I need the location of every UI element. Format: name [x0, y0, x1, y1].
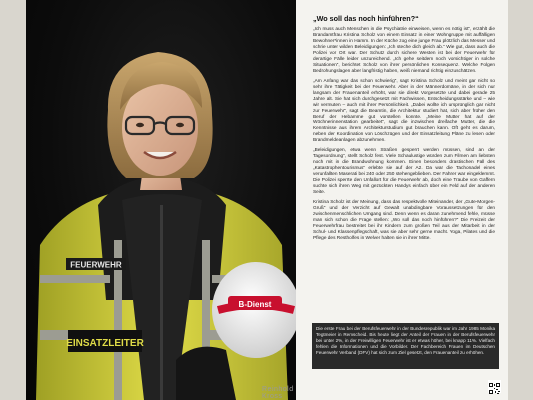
article-paragraph: „Ich muss auch Menschen in die Psychiatrie einweisen, wenn es nötig ist“, erzählt die Brandamtfrau Kristina Scholz von einem Einsatz in einer Wohngruppe mit auffälligen Bewohner*innen in Hamm. In der Küche zog eine junge Frau plötzlich das Messer und schrie unter wilden Beleidigungen: „Ich steche dich gleich ab.“ Wie gut, dass auch die Polizei vor Ort war. Der Schutz durch sichere Westen ist bei der Feuerwehr für derartige Fälle leider unzureichend. „Ich gehe seitdem noch vorsichtiger in solche Situationen“, berichtet Scholz von ihrer persönlichen Konsequenz. Welche Folgen Bedrohungslagen aber langfristig haben, weiß niemand richtig einzuschätzen. — [313, 27, 495, 74]
article-headline: „Wo soll das noch hinführen?“ — [313, 14, 419, 23]
feuerwehr-badge-text: FEUERWEHR — [70, 260, 122, 270]
helmet-label: B-Dienst — [238, 300, 272, 309]
firefighter-illustration — [26, 0, 296, 400]
article-paragraph: „Beleidigungen, etwa wenn Straßen gesperrt werden müssen, sind an der Tagesordnung“, stellt Scholz fest. Viele Schaulustige würden zum Filmen am liebsten noch mit in die Brandwohnung kommen. Einen besonders drastischen Fall des „Katastrophentourismus“ erlebte sie auf der A2. Da war die Tachonadel eines verunfallten Maserati bei 240 oder 250 stehengeblieben. Der Fahrer war eingeklemmt. Die Polizei sperrte den Unfallort für die Feuerwehr ab, doch eine Traube von Gaffern suchte sich ihren Weg mit gezückten Handys einfach über ein Feld auf der anderen Seite. — [313, 148, 495, 196]
article-paragraph: Kristina Scholz ist der Meinung, dass das respektvolle Miteinander, der „Gute-Morgen-Gruß“ und der Verzicht auf Gewalt unabdingbare Voraussetzungen für den zwischenmenschlichen Umgang sind. Denn wenn es daran zunehmend fehle, müsse man sich schon die Frage stellen: „Wo soll das noch hinführen?“ Die Freizeit der Feuerwehrfrau bestreitet bei ihr Kindern zum großen Teil aus der Mitarbeit in der Schul- und Klassenpflegschaft, was sie aber sehr gerne macht. Yoga, Pilates und die Pflege des Restholfes in Welver halten sie in ihrer Mitte. — [313, 200, 495, 242]
helmet — [212, 262, 296, 358]
article-paragraph: „Am Anfang war das schon schwierig“, sagt Kristina Scholz und meint gar nicht so sehr ihre Tätigkeit bei der Feuerwehr. Aber in der Männerdomäne, in der sich nur langsam der Frauenanteil erhöht, war sie direkt Vorgesetzte und dabei gerade 25 Jahre alt. Sie hat sich durchgesetzt mit Fachwissen, Entscheidungsstärke und – wie wir vermuten – auch mit ihrer Persönlichkeit. „Dabei wollte ich ursprünglich gar nicht zur Feuerwehr“, sagt die Beamtin, die Architektur studiert hat, sich aber früher den Beruf der Hebamme gut vorstellen konnte. „Meine Mutter hat auf der Wöchnerinnenstation gearbeitet“, sagt die inzwischen dreifache Mutter, die die Kenntnisse aus ihrem Architekturstudium gut brauchen kann. Oft geht es darum, neben der Koordination von Löschzügen und der Einsatzleitung Pläne zu lesen oder Brandmeldeanlagen abzunehmen. — [313, 78, 495, 144]
photo-credit: Reinhold Kross — [262, 386, 294, 400]
einsatzleiter-badge-text: EINSATZLEITER — [66, 338, 144, 349]
portrait-photo — [26, 0, 296, 400]
fact-box — [312, 323, 499, 369]
article-body — [313, 14, 495, 246]
right-margin — [508, 0, 533, 400]
qr-code-icon — [488, 380, 501, 393]
left-margin — [0, 0, 26, 400]
fact-box-text: Die erste Frau bei der Berufsfeuerwehr in der Bundesrepublik war im Jahr 1985 Monika Tegtmeier in Remscheid. Bis heute liegt der Anteil der Frauen in der Berufsfeuerwehr bei unter 2%, in der Freiwilligen Feuerwehr ist er etwas höher, bei knapp 11%. Vielfach fehlen die Informationen und die Vorbilder. Der Fachbereich Frauen im Deutschen Feuerwehr Verband (DFV) hat sich zum Ziel gesetzt, den Frauenanteil zu erhöhen. — [316, 326, 495, 355]
